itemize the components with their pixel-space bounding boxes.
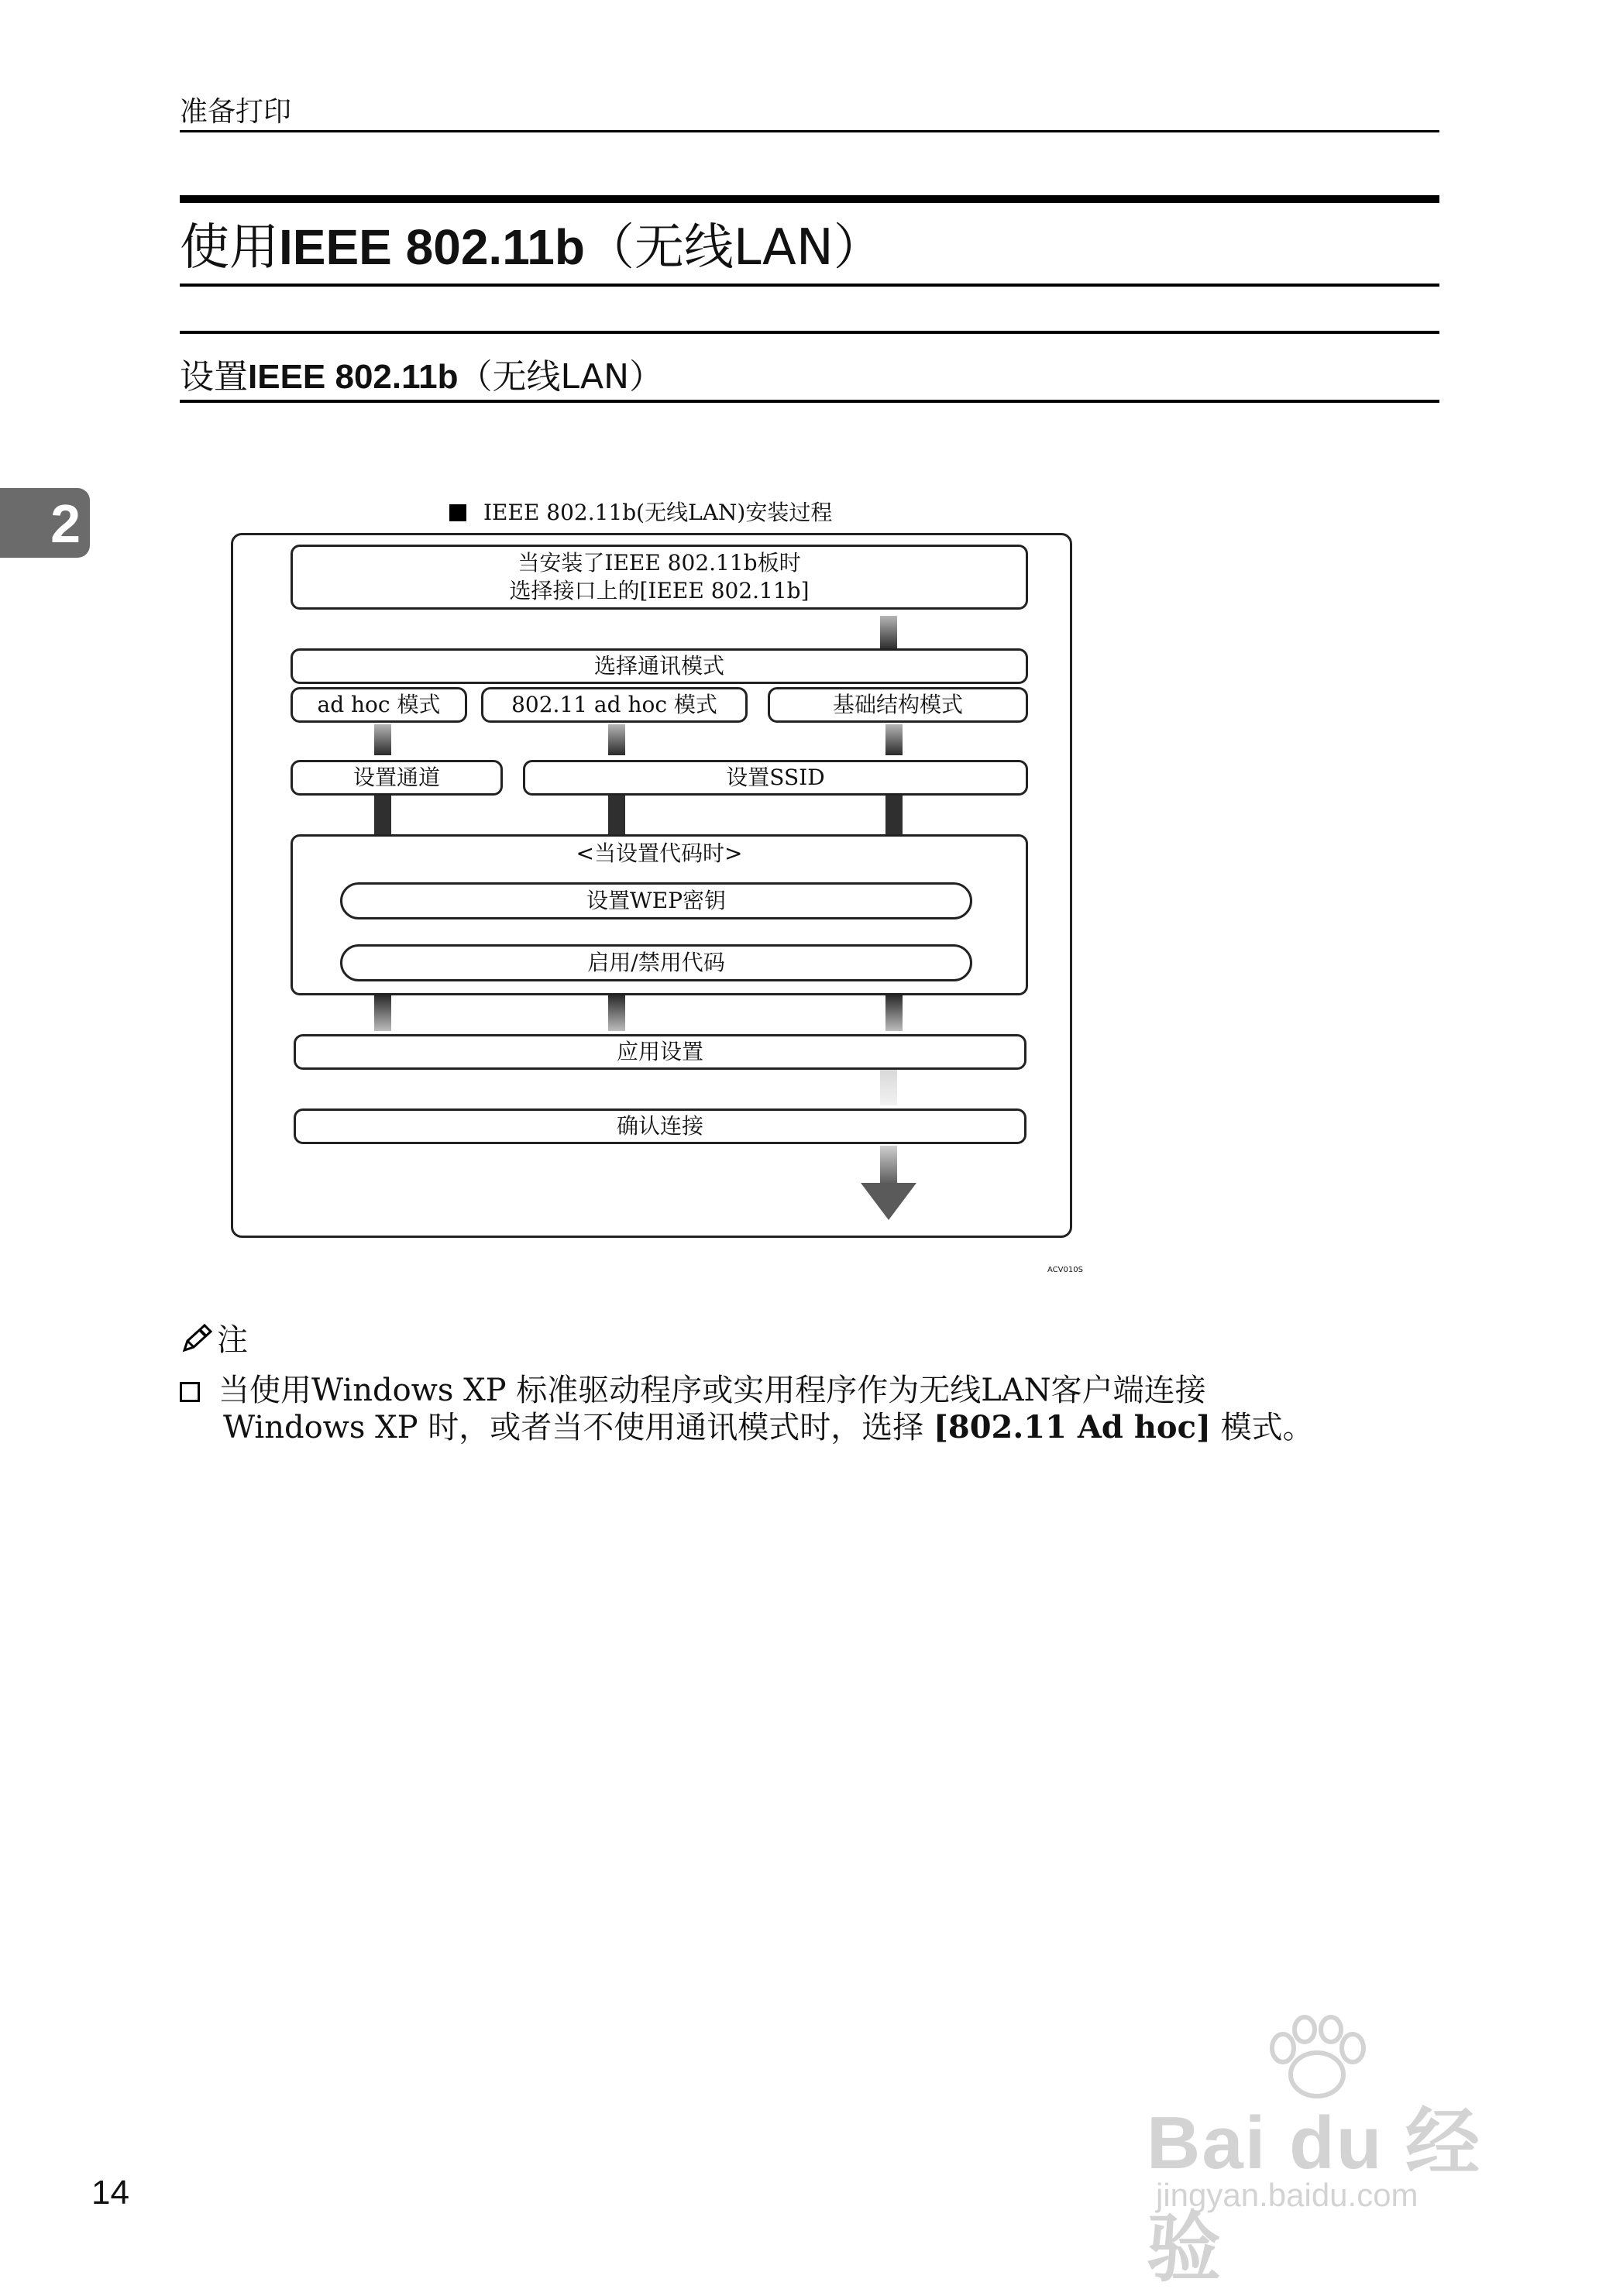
step-install-board [291, 545, 1028, 610]
step-apply-settings: 应用设置 [294, 1034, 1026, 1070]
note-line-1 [180, 1373, 1450, 1409]
note-line2-post: 模式。 [1210, 1410, 1314, 1445]
connector-apply-left [374, 995, 391, 1031]
connector-ssid-left-down [608, 796, 625, 834]
step-install-line2: 选择接口上的[IEEE 802.11b] [509, 578, 810, 603]
section-prefix: 设置 [180, 357, 248, 397]
note-line1-text: 当使用Windows XP 标准驱动程序或实用程序作为无线LAN客户端连接 [218, 1373, 1206, 1408]
title-bottom-rule [180, 284, 1439, 287]
step-enable-code: 启用/禁用代码 [340, 944, 972, 981]
step-set-wep: 设置WEP密钥 [340, 882, 972, 919]
mode-infrastructure: 基础结构模式 [768, 687, 1028, 723]
section-top-rule [180, 331, 1439, 334]
connector-80211-down [608, 724, 625, 755]
note-heading [180, 1315, 248, 1359]
title-prefix: 使用 [180, 219, 279, 277]
square-bullet-icon [449, 504, 466, 521]
title-suffix: （无线LAN） [584, 219, 883, 277]
watermark-main: Bai du 经验 [1147, 2102, 1482, 2291]
code-settings-label: <当设置代码时> [576, 840, 743, 866]
mode-adhoc: ad hoc 模式 [291, 687, 467, 723]
note-line-2 [180, 1409, 1450, 1446]
page-title [180, 208, 883, 279]
page-number: 14 [91, 2174, 129, 2212]
mode-80211-adhoc: 802.11 ad hoc 模式 [481, 687, 748, 723]
step-set-ssid: 设置SSID [523, 760, 1028, 796]
section-title [180, 349, 663, 398]
note-body [180, 1373, 1450, 1446]
note-line2-bold: [802.11 Ad hoc] [933, 1409, 1211, 1445]
connector-channel-down [374, 796, 391, 834]
section-bottom-rule [180, 400, 1439, 403]
connector-infra-down [885, 724, 903, 755]
connector-confirm [880, 1070, 897, 1105]
section-suffix: （无线LAN） [458, 357, 664, 397]
title-top-rule [180, 195, 1439, 203]
down-arrow-icon [861, 1183, 916, 1222]
section-bold: IEEE 802.11b [248, 358, 459, 396]
connector-adhoc-down [374, 724, 391, 755]
figure-code: ACV010S [1047, 1266, 1083, 1274]
note-heading-text: 注 [217, 1322, 248, 1358]
flowchart-frame [231, 533, 1072, 1238]
title-bold: IEEE 802.11b [279, 219, 585, 275]
connector-ssid-right-down [885, 796, 903, 834]
step-set-channel: 设置通道 [291, 760, 503, 796]
running-head: 准备打印 [180, 96, 292, 128]
figure-caption [449, 496, 832, 527]
checkbox-bullet-icon [180, 1382, 200, 1402]
note-line2-pre: Windows XP 时，或者当不使用通讯模式时，选择 [223, 1410, 934, 1445]
chapter-tab [0, 488, 90, 558]
watermark [1147, 2014, 1534, 2291]
header-rule [180, 130, 1439, 132]
chapter-number: 2 [50, 493, 81, 554]
connector-1 [880, 616, 897, 650]
connector-apply-right [885, 995, 903, 1031]
pencil-icon [180, 1322, 214, 1353]
figure-caption-text: IEEE 802.11b(无线LAN)安装过程 [483, 500, 833, 525]
step-select-mode: 选择通讯模式 [291, 648, 1028, 684]
watermark-sub: jingyan.baidu.com [1156, 2177, 1418, 2213]
connector-final [880, 1146, 897, 1184]
step-install-line1: 当安装了IEEE 802.11b板时 [518, 549, 801, 576]
step-confirm-connection: 确认连接 [294, 1108, 1026, 1144]
connector-apply-mid [608, 995, 625, 1031]
